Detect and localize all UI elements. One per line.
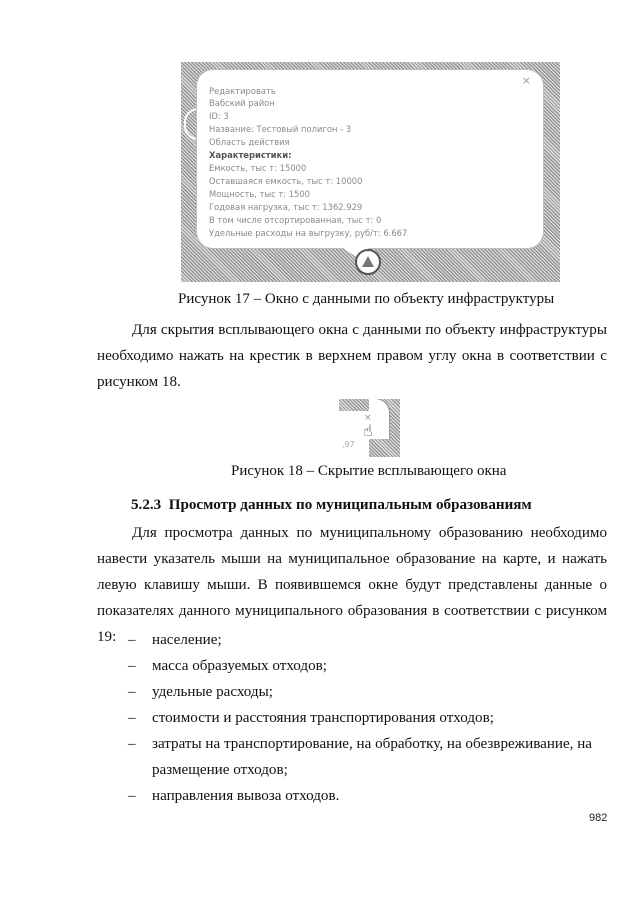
hand-cursor-icon: ☝ [363, 421, 373, 440]
popup-unit-costs: Удельные расходы на выгрузку, руб/т: 6.667 [209, 228, 408, 238]
popup-name: Название: Тестовый полигон - 3 [209, 124, 352, 134]
paragraph-hide-popup: Для скрытия всплывающего окна с данными по объекту инфраструктуры необходимо нажать на крестик в верхнем правом углу окна в соответствии с рисунком 18. [97, 322, 607, 390]
list-bullet: – [128, 710, 136, 726]
list-item: стоимости и расстояния транспортирования отходов; [152, 710, 494, 726]
list-item: масса образуемых отходов; [152, 658, 327, 674]
list-item: удельные расходы; [152, 684, 273, 700]
section-title: Просмотр данных по муниципальным образованиям [168, 497, 532, 513]
popup-remaining-capacity: Оставшаяся емкость, тыс т: 10000 [209, 176, 363, 186]
infrastructure-popup [197, 70, 543, 248]
section-heading [131, 497, 532, 514]
popup-characteristics-heading: Характеристики: [209, 150, 292, 160]
list-item: население; [152, 632, 222, 648]
list-bullet: – [128, 788, 136, 804]
list-item: направления вывоза отходов. [152, 788, 340, 804]
figure-18-caption: Рисунок 18 – Скрытие всплывающего окна [231, 463, 507, 479]
figure-18-number-fragment: ,97 [342, 440, 355, 449]
popup-area-link[interactable]: Область действия [209, 137, 290, 147]
close-icon[interactable]: × [521, 74, 531, 87]
list-item: затраты на транспортирование, на обработку, на обезвреживание, на [152, 736, 592, 752]
popup-sorted: В том числе отсортированная, тыс т: 0 [209, 215, 382, 225]
figure-17-screenshot [181, 62, 560, 282]
list-bullet: – [128, 736, 136, 752]
list-bullet: – [128, 632, 136, 648]
triangle-icon [362, 256, 374, 267]
list-bullet: – [128, 658, 136, 674]
close-icon[interactable]: × [364, 413, 372, 423]
paragraph-municipal-data: Для просмотра данных по муниципальному образованию необходимо навести указатель мыши на муниципальное образование на карте, и нажать левую клавишу мыши. В появившемся окне будут представлены данные о показателях данного муниципального образования в соответствии с рисунком 19: [97, 525, 607, 645]
popup-annual-load: Годовая нагрузка, тыс т: 1362.929 [209, 202, 363, 212]
popup-district: Вабский район [209, 98, 275, 108]
section-number: 5.2.3 [131, 497, 162, 513]
figure-17-caption: Рисунок 17 – Окно с данными по объекту инфраструктуры [178, 291, 555, 307]
popup-id: ID: 3 [209, 111, 229, 121]
popup-power: Мощность, тыс т: 1500 [209, 189, 311, 199]
popup-capacity: Емкость, тыс т: 15000 [209, 163, 307, 173]
figure-18-screenshot [339, 399, 400, 457]
list-item-continuation: размещение отходов; [152, 762, 288, 778]
page-number: 982 [589, 812, 608, 824]
list-bullet: – [128, 684, 136, 700]
map-marker-icon[interactable] [355, 249, 381, 275]
edit-link[interactable]: Редактировать [209, 86, 276, 96]
